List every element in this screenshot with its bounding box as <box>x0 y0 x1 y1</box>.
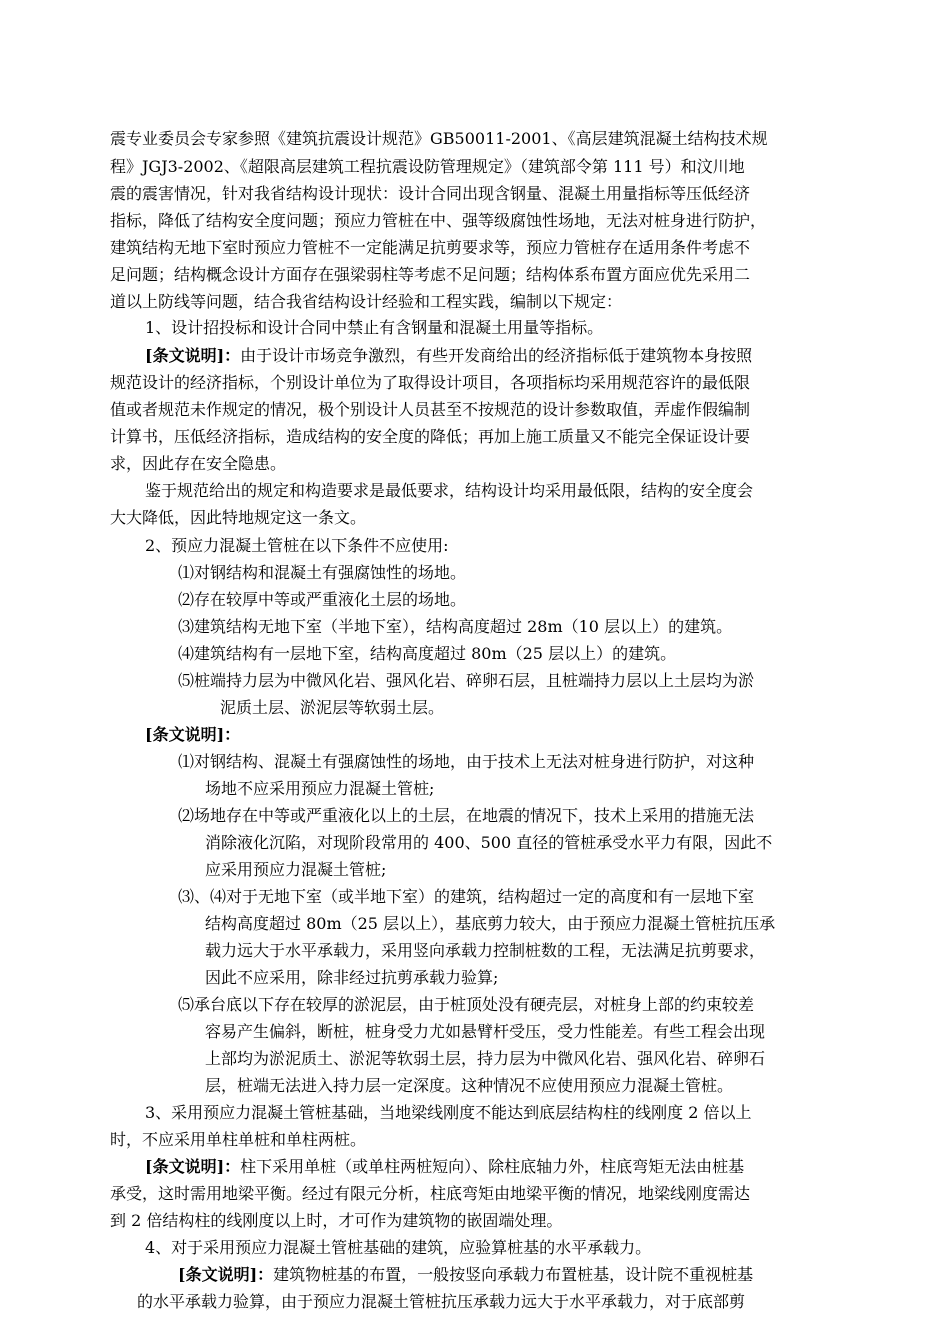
explain-item: ⑶、⑷对于无地下室（或半地下室）的建筑，结构超过一定的高度和有一层地下室 <box>178 887 755 906</box>
text-line: 鉴于规范给出的规定和构造要求是最低要求，结构设计均采用最低限，结构的安全度会 <box>145 481 754 500</box>
explain-paragraph <box>178 1265 950 1285</box>
explain-item-continuation: 场地不应采用预应力混凝土管桩; <box>205 779 435 798</box>
text-line: 时，不应采用单柱单桩和单柱两桩。 <box>110 1130 367 1149</box>
explain-item: ⑴对钢结构、混凝土有强腐蚀性的场地，由于技术上无法对桩身进行防护，对这种 <box>178 752 755 771</box>
text-line: 指标，降低了结构安全度问题；预应力管桩在中、强等级腐蚀性场地，无法对桩身进行防护， <box>110 211 767 230</box>
section-2-heading: 2、预应力混凝土管桩在以下条件不应使用: <box>145 536 449 555</box>
list-item-continuation: 泥质土层、淤泥层等软弱土层。 <box>220 698 445 717</box>
explain-label: [条文说明]： <box>145 346 241 365</box>
section-1-heading: 1、设计招投标和设计合同中禁止有含钢量和混凝土用量等指标。 <box>145 318 604 337</box>
list-item: ⑸桩端持力层为中微风化岩、强风化岩、碎卵石层，且桩端持力层以上土层均为淤 <box>178 671 755 690</box>
explain-item-continuation: 层，桩端无法进入持力层一定深度。这种情况不应使用预应力混凝土管桩。 <box>205 1076 734 1095</box>
text-line: 道以上防线等问题，结合我省结构设计经验和工程实践，编制以下规定： <box>110 292 623 311</box>
text-line: 规范设计的经济指标，个别设计单位为了取得设计项目，各项指标均采用规范容许的最低限 <box>110 373 751 392</box>
section-4-heading: 4、对于采用预应力混凝土管桩基础的建筑，应验算桩基的水平承载力。 <box>145 1238 652 1257</box>
text-line: 值或者规范未作规定的情况，极个别设计人员甚至不按规范的设计参数取值，弄虚作假编制 <box>110 400 751 419</box>
explain-text: 建筑物桩基的布置，一般按竖向承载力布置桩基，设计院不重视桩基 <box>273 1265 754 1284</box>
explain-text: 由于设计市场竞争激烈，有些开发商给出的经济指标低于建筑物本身按照 <box>240 346 753 365</box>
text-line: 计算书，压低经济指标，造成结构的安全度的降低；再加上施工质量又不能完全保证设计要 <box>110 427 751 446</box>
list-item: ⑶建筑结构无地下室（半地下室），结构高度超过 28m（10 层以上）的建筑。 <box>178 617 733 636</box>
text-line: 程》JGJ3-2002、《超限高层建筑工程抗震设防管理规定》（建筑部令第 111 号）和汶川地 <box>110 157 745 176</box>
text-line: 求，因此存在安全隐患。 <box>110 454 287 473</box>
explain-item: ⑵场地存在中等或严重液化以上的土层，在地震的情况下，技术上采用的措施无法 <box>178 806 755 825</box>
list-item: ⑴对钢结构和混凝土有强腐蚀性的场地。 <box>178 563 467 582</box>
explain-item-continuation: 容易产生偏斜，断桩，桩身受力尤如悬臂杆受压，受力性能差。有些工程会出现 <box>205 1022 766 1041</box>
text-line: 的水平承载力验算，由于预应力混凝土管桩抗压承载力远大于水平承载力，对于底部剪 <box>137 1292 746 1311</box>
text-line: 足问题；结构概念设计方面存在强梁弱柱等考虑不足问题；结构体系布置方面应优先采用二 <box>110 265 751 284</box>
list-item: ⑵存在较厚中等或严重液化土层的场地。 <box>178 590 467 609</box>
explain-item: ⑸承台底以下存在较厚的淤泥层，由于桩顶处没有硬壳层，对桩身上部的约束较差 <box>178 995 755 1014</box>
explain-item-continuation: 结构高度超过 80m（25 层以上），基底剪力较大，由于预应力混凝土管桩抗压承 <box>205 914 776 933</box>
text-line: 到 2 倍结构柱的线刚度以上时，才可作为建筑物的嵌固端处理。 <box>110 1211 563 1230</box>
text-line: 建筑结构无地下室时预应力管桩不一定能满足抗剪要求等，预应力管桩存在适用条件考虑不 <box>110 238 751 257</box>
explain-item-continuation: 消除液化沉陷，对现阶段常用的 400、500 直径的管桩承受水平力有限，因此不 <box>205 833 773 852</box>
section-3-heading: 3、采用预应力混凝土管桩基础，当地梁线刚度不能达到底层结构柱的线刚度 2 倍以上 <box>145 1103 752 1122</box>
explain-item-continuation: 载力远大于水平承载力，采用竖向承载力控制桩数的工程，无法满足抗剪要求， <box>205 941 766 960</box>
text-line: 震专业委员会专家参照《建筑抗震设计规范》GB50011-2001、《高层建筑混凝土结构技术规 <box>110 129 768 148</box>
explain-label: [条文说明]： <box>178 1265 274 1284</box>
text-line: 震的震害情况，针对我省结构设计现状：设计合同出现含钢量、混凝土用量指标等压低经济 <box>110 184 751 203</box>
explain-paragraph <box>145 346 950 366</box>
explain-item-continuation: 因此不应采用，除非经过抗剪承载力验算; <box>205 968 499 987</box>
explain-text: 柱下采用单桩（或单柱两桩短向）、除柱底轴力外，柱底弯矩无法由桩基 <box>240 1157 745 1176</box>
explain-item-continuation: 应采用预应力混凝土管桩; <box>205 860 387 879</box>
text-line: 承受，这时需用地梁平衡。经过有限元分析，柱底弯矩由地梁平衡的情况，地梁线刚度需达 <box>110 1184 751 1203</box>
explain-label: [条文说明]： <box>145 1157 241 1176</box>
text-line: 大大降低，因此特地规定这一条文。 <box>110 508 367 527</box>
explain-item-continuation: 上部均为淤泥质土、淤泥等软弱土层，持力层为中微风化岩、强风化岩、碎卵石 <box>205 1049 766 1068</box>
list-item: ⑷建筑结构有一层地下室，结构高度超过 80m（25 层以上）的建筑。 <box>178 644 677 663</box>
explain-label: [条文说明]： <box>145 725 241 744</box>
explain-paragraph <box>145 1157 950 1177</box>
